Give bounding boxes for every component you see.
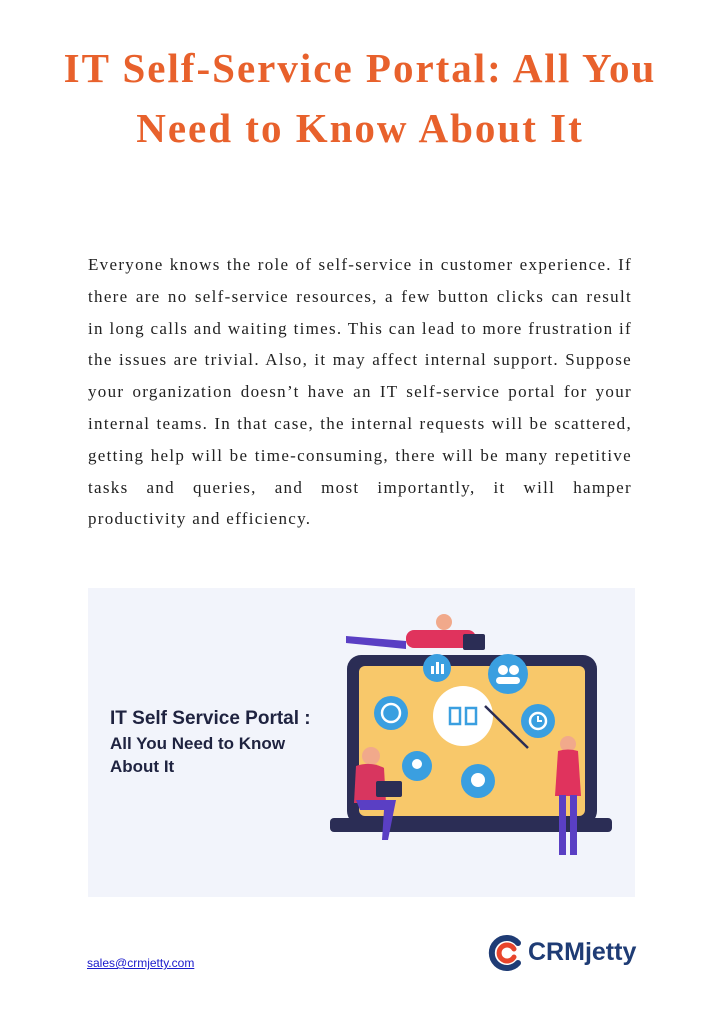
crmjetty-logo xyxy=(488,933,638,973)
banner-subheading: All You Need to Know About It xyxy=(110,734,286,776)
page-title: IT Self-Service Portal: All You Need to Know About It xyxy=(63,45,657,151)
reclining-man-figure xyxy=(346,614,485,650)
chat-icon xyxy=(461,764,495,798)
logo-mark-icon xyxy=(488,935,524,971)
support-24-7-icon xyxy=(374,696,408,730)
sales-email-link[interactable]: sales@crmjetty.com xyxy=(87,956,195,970)
analytics-icon xyxy=(423,654,451,682)
logo-jetty-text: jetty xyxy=(584,938,637,966)
logo-crm-text: CRM xyxy=(528,938,585,966)
clock-icon xyxy=(521,704,555,738)
banner-heading: IT Self Service Portal : xyxy=(110,708,311,729)
laptop-base xyxy=(330,818,612,832)
settings-hand-icon xyxy=(402,751,432,781)
book-icon xyxy=(433,686,493,746)
intro-paragraph: Everyone knows the role of self-service in customer experience. If there are no self-service resources, a few button clicks can result in long calls and waiting times. This can lead to more frustration if the issues are trivial. Also, it may affect internal support. Suppose your organization doesn’t have an IT self-service portal for your internal teams. In that case, the internal requests will be scattered, getting help will be time-consuming, there will be many repetitive tasks and queries, and most importantly, it will hamper productivity and efficiency. xyxy=(88,255,632,529)
hero-banner-image xyxy=(88,588,635,897)
banner-title xyxy=(110,706,370,778)
man-figure xyxy=(555,736,581,855)
users-icon xyxy=(488,654,528,694)
logo-wordmark xyxy=(528,936,636,968)
